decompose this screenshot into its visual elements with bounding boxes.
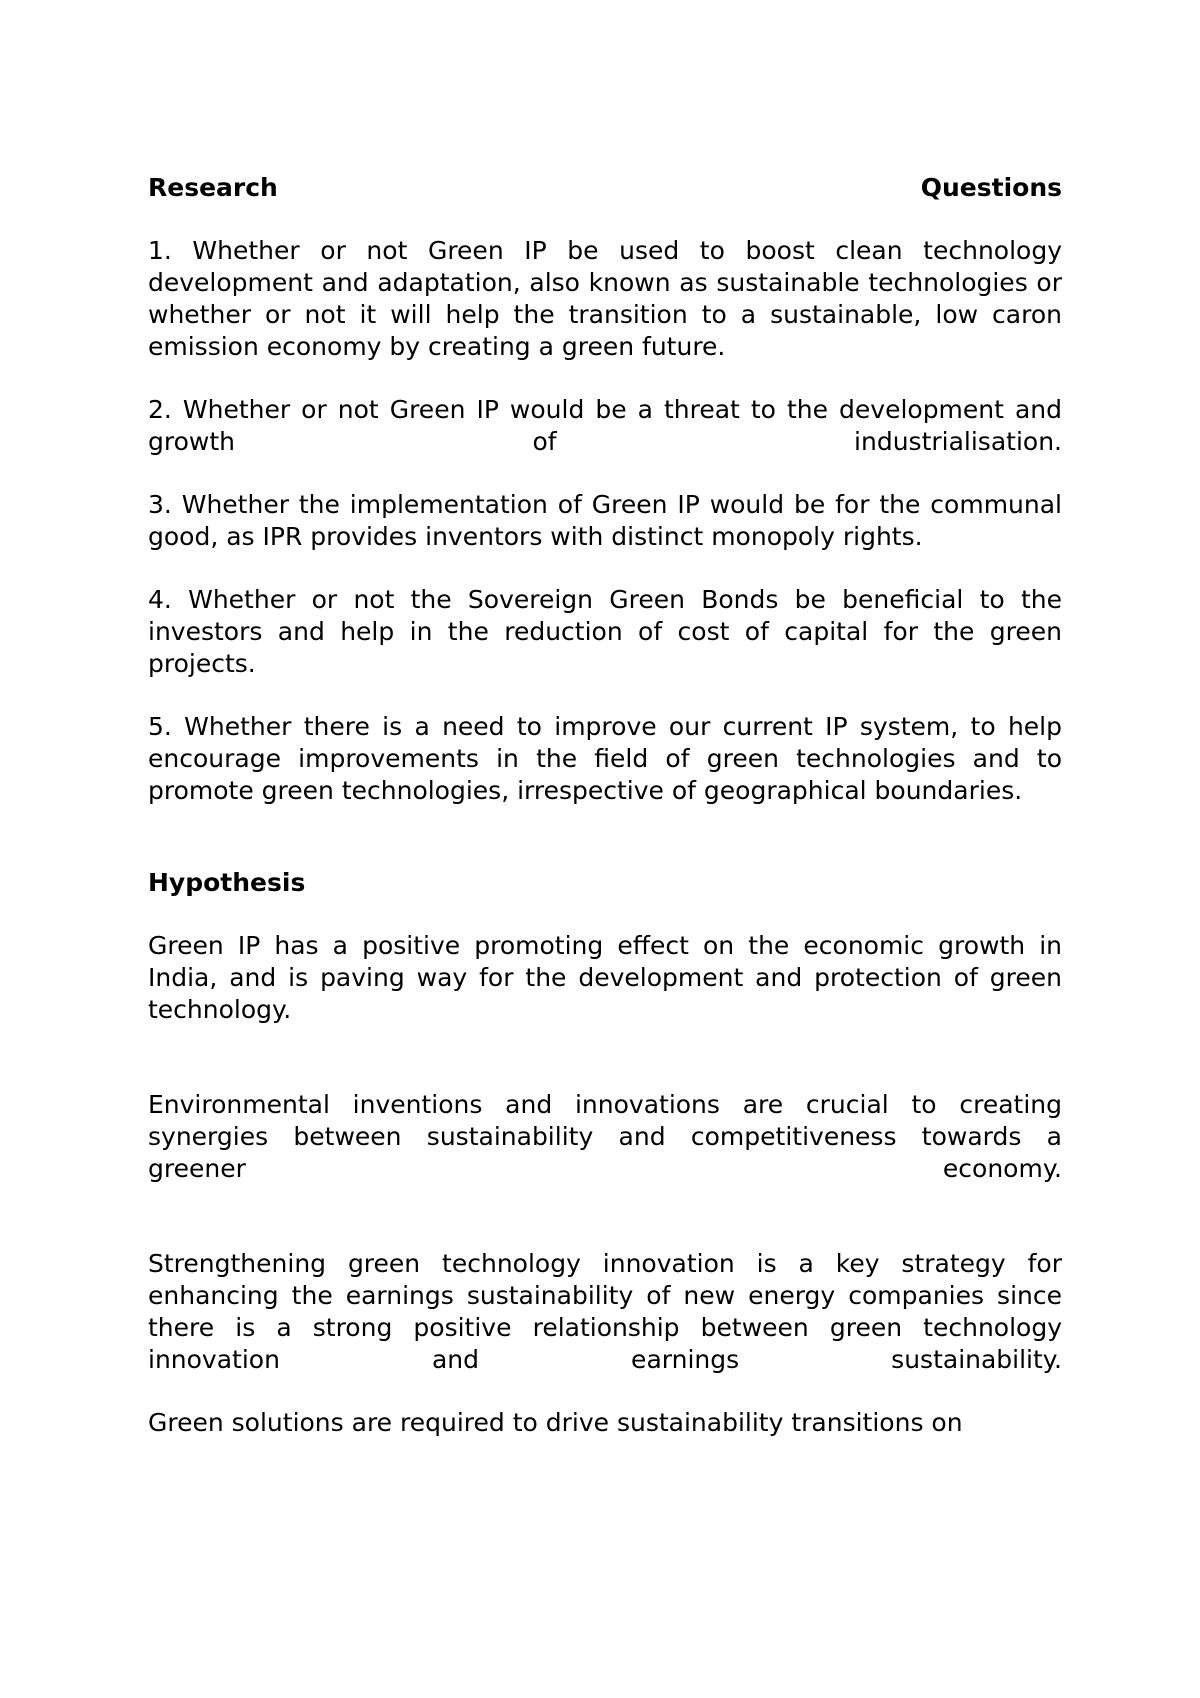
hypothesis-heading: Hypothesis	[148, 868, 306, 897]
hypothesis-paragraph-1: Green IP has a positive promoting effect on the economic growth in India, and is paving way for the development and protection of green technology.	[148, 931, 1062, 1024]
research-question-2: 2. Whether or not Green IP would be a threat to the development and growth of industrialisation.	[148, 395, 1062, 456]
hypothesis-paragraph-4: Green solutions are required to drive sustainability transitions on	[148, 1408, 963, 1437]
research-question-1: 1. Whether or not Green IP be used to boost clean technology development and adaptation, also known as sustainable technologies or whether or not it will help the transition to a sustainable, low caron emission economy by creating a green future.	[148, 236, 1062, 361]
research-question-5: 5. Whether there is a need to improve our current IP system, to help encourage improvements in the field of green technologies and to promote green technologies, irrespective of geographical boundaries.	[148, 712, 1062, 805]
heading-left-word: Research	[148, 173, 278, 202]
hypothesis-paragraph-2: Environmental inventions and innovations are crucial to creating synergies between sustainability and competitiveness towards a greener economy.	[148, 1090, 1062, 1183]
hypothesis-paragraph-3: Strengthening green technology innovation is a key strategy for enhancing the earnings sustainability of new energy companies since there is a strong positive relationship between green technology innovation and earnings sustainability.	[148, 1249, 1062, 1374]
research-question-3: 3. Whether the implementation of Green IP would be for the communal good, as IPR provides inventors with distinct monopoly rights.	[148, 490, 1062, 551]
research-question-4: 4. Whether or not the Sovereign Green Bonds be beneficial to the investors and help in the reduction of cost of capital for the green projects.	[148, 585, 1062, 678]
document-page	[148, 172, 1062, 1470]
heading-right-word: Questions	[920, 173, 1062, 202]
research-questions-heading	[148, 172, 1062, 204]
